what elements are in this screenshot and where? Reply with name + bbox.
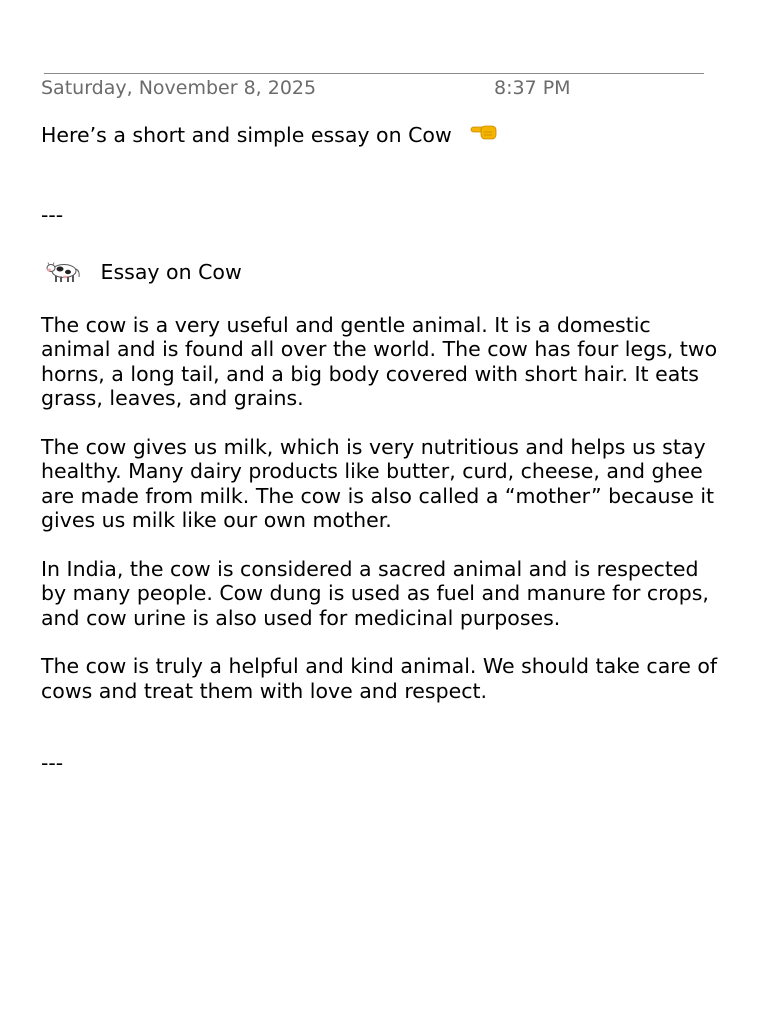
- paragraph-1: The cow is a very useful and gentle animal. It is a domestic animal and is found all over the world. The cow has four legs, two horns, a long tail, and a big body covered with short hair. It eats grass, leaves, and grains.: [41, 312, 718, 410]
- backhand-pointing-left-icon: [468, 121, 498, 151]
- paragraph-4: The cow is truly a helpful and kind animal. We should take care of cows and treat them with love and respect.: [41, 654, 718, 703]
- essay-heading: [41, 259, 721, 289]
- paragraph-3: In India, the cow is considered a sacred animal and is respected by many people. Cow dung is used as fuel and manure for crops, and cow urine is also used for medicinal purposes.: [41, 556, 709, 630]
- essay-heading-text: Essay on Cow: [100, 260, 242, 284]
- header-divider: [44, 73, 704, 74]
- note-date: Saturday, November 8, 2025: [41, 77, 317, 99]
- separator-bottom: ---: [41, 751, 64, 775]
- note-metadata: [41, 77, 571, 99]
- cow-icon: [46, 259, 82, 289]
- intro-text: Here’s a short and simple essay on Cow: [41, 123, 452, 147]
- note-time: 8:37 PM: [494, 77, 571, 99]
- paragraph-2: The cow gives us milk, which is very nutritious and helps us stay healthy. Many dairy products like butter, curd, cheese, and ghee are made from milk. The cow is also called a “mother” because it gives us milk like our own mother.: [41, 434, 715, 532]
- note-body[interactable]: [41, 121, 721, 776]
- intro-line: [41, 121, 721, 151]
- separator-top: ---: [41, 202, 64, 227]
